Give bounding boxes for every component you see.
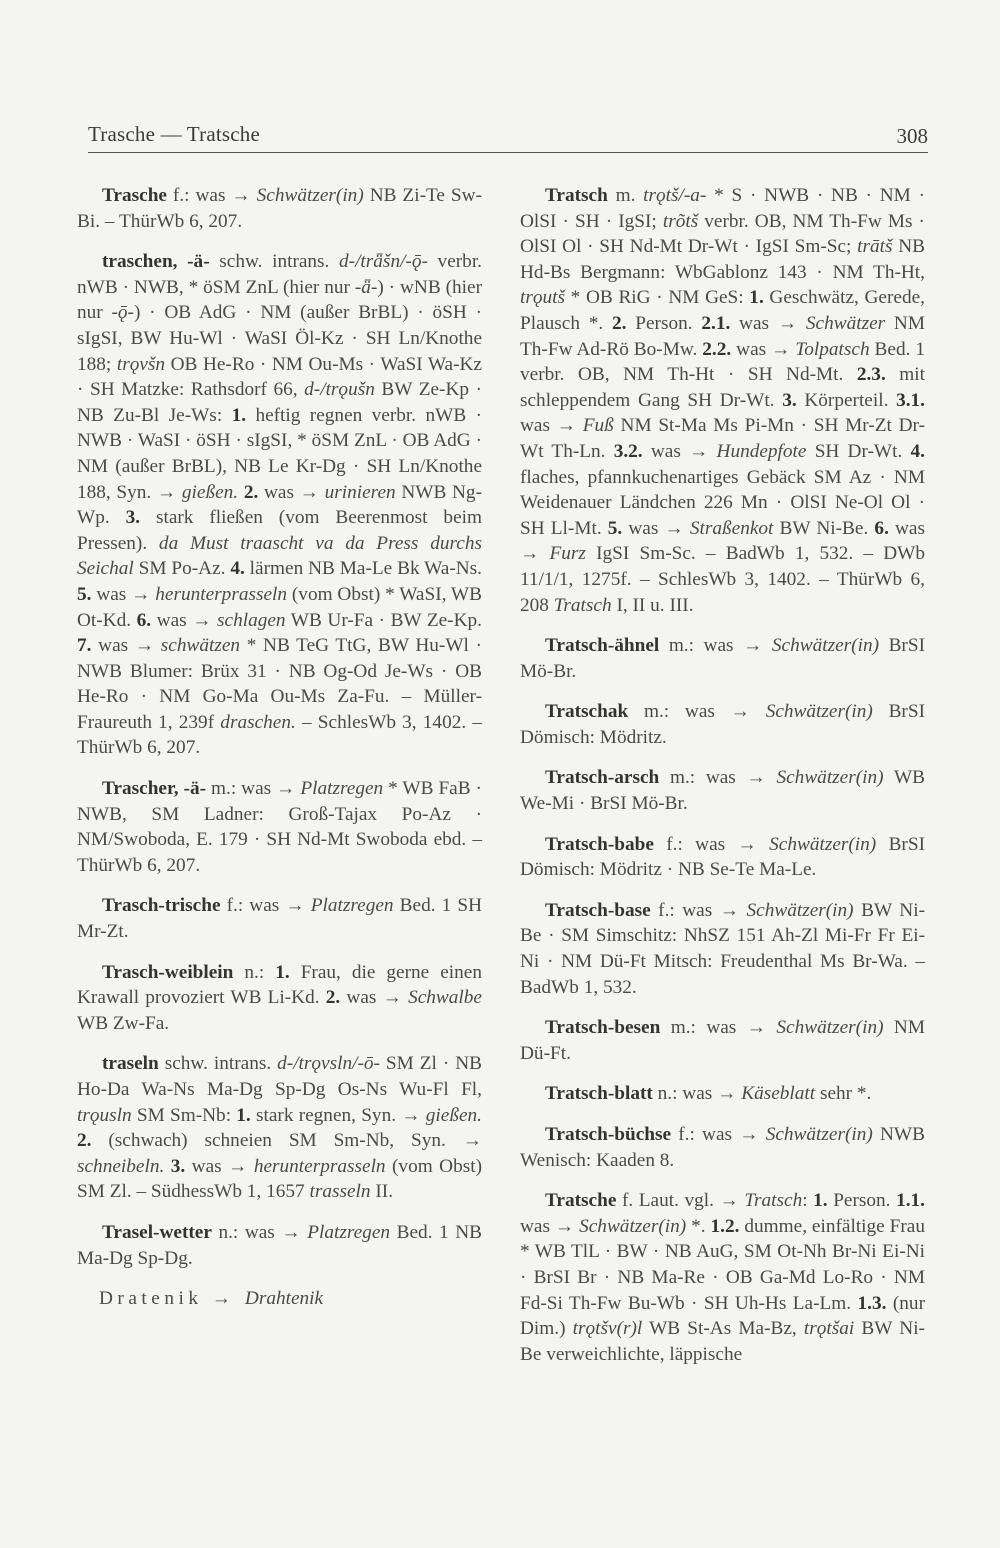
entry-text: BrSI Dömisch: Mödritz. xyxy=(520,701,925,748)
sense-number: 2. xyxy=(612,312,627,334)
sense-number: 2. xyxy=(77,1130,92,1152)
entry-tratsch xyxy=(520,183,925,618)
cross-reference: schneibeln. xyxy=(77,1155,165,1177)
phonetic-form: trǫtšai xyxy=(803,1318,855,1340)
source-form: Tratsch xyxy=(553,594,612,616)
entry-text: was → xyxy=(731,338,796,360)
cross-reference: Schwätzer(in) xyxy=(776,767,884,789)
headword: Tratsch-base xyxy=(545,899,651,921)
headword: Tratsch xyxy=(545,185,608,206)
entry-text: n.: xyxy=(233,961,276,983)
headword: Tratsch-ähnel xyxy=(545,635,660,657)
running-header xyxy=(88,122,928,153)
entry-traschen xyxy=(77,249,482,761)
entry-text: stark fließen (vom Beerenmost beim Pressen). xyxy=(77,507,482,554)
entry-trasche xyxy=(77,183,482,234)
cross-reference: Schwätzer(in) xyxy=(769,833,877,855)
entry-text: dumme, einfältige Frau * WB TlL · BW · NB AuG, SM Ot-Nh Br-Ni Ei-Ni · BrSI Br · NB Ma-Re · OB Ga-Md Lo-Ro · NM Fd-Si Th-Fw Bu-Wb · SH Uh-Hs La-Lm. xyxy=(520,1215,925,1314)
entry-text: m. xyxy=(607,185,644,206)
entry-text: flaches, pfannkuchenartiges Gebäck SM Az · NM Weidenauer Ländchen 226 Mn · OlSI Ne-Ol Ol · SH Ll-Mt. xyxy=(520,466,925,539)
entry-text: ) · wNB (hier nur xyxy=(77,276,482,324)
entry-text: SM Sm-Nb: xyxy=(131,1104,237,1126)
phonetic-form: trǫtšv(r)l xyxy=(572,1318,643,1340)
entry-text: : xyxy=(802,1190,814,1212)
cross-reference: Drahtenik xyxy=(244,1288,324,1310)
cross-reference: Straßenkot xyxy=(689,517,774,539)
entry-text: NWB Wenisch: Kaaden 8. xyxy=(520,1124,925,1171)
entry-text: was → xyxy=(91,583,156,605)
entry-text: f.: was → xyxy=(671,1124,766,1145)
headword: Trasch-weiblein xyxy=(102,961,234,983)
sense-number: 2.1. xyxy=(701,312,731,334)
cross-reference: schlagen xyxy=(217,609,286,631)
entry-text: heftig regnen verbr. nWB · NWB · WaSI · öSH · sIgSI, * öSM ZnL · OB AdG · NM (außer BrBL), NB Le Kr-Dg · SH Ln/Knothe 188, Syn. → xyxy=(77,404,483,503)
entry-text: OB He-Ro · NM Ou-Ms · WaSI Wa-Kz · SH Matzke: Rathsdorf 66, xyxy=(77,353,482,401)
cross-reference: Käseblatt xyxy=(741,1083,816,1105)
entry-text: was → xyxy=(258,481,325,503)
entry-text: m.: was → xyxy=(628,701,766,723)
entry-text: f.: was → xyxy=(650,899,747,921)
entry-text: was → xyxy=(642,440,717,462)
entry-text: Bed. 1 NB Ma-Dg Sp-Dg. xyxy=(77,1221,482,1269)
sense-number: 1.3. xyxy=(857,1292,887,1314)
headword: Tratsch-arsch xyxy=(545,767,660,789)
sense-number: 4. xyxy=(910,440,925,462)
entry-trasch-trische xyxy=(77,893,482,944)
entry-text: NM St-Ma Ms Pi-Mn · SH Mr-Zt Dr-Wt Th-Ln. xyxy=(520,415,925,462)
entry-text: IgSI Sm-Sc. – BadWb 1, 532. – DWb 11/1/1, 1275f. – SchlesWb 3, 1402. – ThürWb 6, 208 xyxy=(520,543,925,616)
entry-text: BrSI Mö-Br. xyxy=(520,635,925,682)
entry-text: BW Ni-Be · SM Simschitz: NhSZ 151 Ah-Zl Mi-Fr Fr Ei-Ni · NM Dü-Ft Mitsch: Freudenthal Ms Br-Wa. – BadWb 1, 532. xyxy=(520,899,925,998)
sense-number: 1. xyxy=(231,404,247,426)
phonetic-form: trǫtš/-a- xyxy=(643,185,707,206)
entry-text: sehr *. xyxy=(815,1083,872,1105)
entry-text: f.: was → xyxy=(166,185,257,206)
entry-text: m.: was → xyxy=(659,767,777,789)
entry-text: f.: was → xyxy=(653,833,770,855)
entry-trasch-weiblein xyxy=(77,960,482,1037)
entry-trasel-wetter xyxy=(77,1220,482,1271)
spaced-headword: Dratenik → xyxy=(99,1288,245,1310)
cross-reference: Fuß xyxy=(582,415,614,437)
cross-reference: Schwätzer(in) xyxy=(746,899,854,921)
entry-text: mit schleppendem Gang SH Dr-Wt. xyxy=(520,364,925,411)
entry-text: was → xyxy=(340,987,409,1009)
phonetic-form: d-/trǫvsln/-ō- xyxy=(277,1053,380,1075)
cross-reference: Hundepfote xyxy=(716,440,807,462)
sense-number: 1. xyxy=(749,287,764,309)
entry-text: NWB Ng-Wp. xyxy=(77,481,482,529)
cross-reference: Schwätzer(in) xyxy=(765,1124,873,1145)
entry-text: f. Laut. vgl. → xyxy=(616,1190,745,1212)
phonetic-form: trǫvšn xyxy=(116,353,166,375)
entry-text: Person. xyxy=(626,312,702,334)
cross-reference: Platzregen xyxy=(307,1221,391,1243)
entry-text: Frau, die gerne einen Krawall provoziert WB Li-Kd. xyxy=(77,961,482,1009)
headword: traschen, -ä- xyxy=(102,251,210,273)
entry-text: NB Zi-Te Sw-Bi. – ThürWb 6, 207. xyxy=(77,185,482,232)
entry-text: Geschwätz, Gerede, Plausch *. xyxy=(520,287,925,334)
sense-number: 6. xyxy=(874,517,889,539)
sense-number: 2.3. xyxy=(856,364,886,386)
entry-text: * S · NWB · NB · NM · OlSI · SH · IgSI; xyxy=(520,185,925,232)
entry-text: f.: was → xyxy=(220,895,311,917)
cross-reference: Schwätzer(in) xyxy=(771,635,880,657)
sense-number: 1. xyxy=(813,1190,828,1212)
entry-text: BW Ni-Be. xyxy=(773,517,875,539)
phonetic-form: -ǟ- xyxy=(354,276,378,298)
source-form: draschen. xyxy=(220,711,296,733)
entry-text: BrSI Dömisch: Mödritz · NB Se-Te Ma-Le. xyxy=(520,833,925,881)
entry-text: *. xyxy=(686,1215,711,1237)
entry-text: m.: was → xyxy=(206,778,301,800)
cross-reference: gießen. xyxy=(425,1104,482,1126)
cross-reference: Schwätzer(in) xyxy=(765,701,873,723)
entry-tratsch-buechse xyxy=(520,1122,925,1173)
entry-text: m.: was → xyxy=(660,1017,777,1039)
entry-text: verbr. OB, NM Th-Fw Ms · OlSI Ol · SH Nd-Mt Dr-Wt · IgSI Sm-Sc; xyxy=(520,210,925,258)
entry-text: was → xyxy=(185,1155,254,1177)
entry-text: Körperteil. xyxy=(796,389,897,411)
entry-text: * WB FaB · NWB, SM Ladner: Groß-Tajax Po-Az · NM/Swoboda, E. 179 · SH Nd-Mt Swoboda ebd. – ThürWb 6, 207. xyxy=(77,778,482,876)
entry-text: NM Dü-Ft. xyxy=(520,1017,925,1064)
entry-text: II. xyxy=(370,1181,394,1203)
entry-text: was → xyxy=(520,415,583,437)
sense-number: 5. xyxy=(77,583,92,605)
entry-text: was → xyxy=(91,635,161,657)
entry-text: Bed. 1 verbr. OB, NM Th-Ht · SH Nd-Mt. xyxy=(520,338,925,386)
sense-number: 1.2. xyxy=(710,1215,740,1237)
headword: Tratsche xyxy=(545,1190,617,1212)
cross-reference: Schwätzer(in) xyxy=(256,185,364,206)
headword: Tratsch-blatt xyxy=(545,1083,653,1105)
entry-tratsche xyxy=(520,1188,925,1367)
entry-text: (schwach) schneien SM Sm-Nb, Syn. → xyxy=(91,1130,482,1152)
entry-text: m.: was → xyxy=(659,635,772,657)
cross-reference: Platzregen xyxy=(310,895,394,917)
entry-text: Bed. 1 SH Mr-Zt. xyxy=(77,895,482,943)
cross-reference: schwätzen xyxy=(160,635,241,657)
example-quote: da Must traascht va da Press durchs Seichal xyxy=(77,532,482,580)
sense-number: 3. xyxy=(170,1155,186,1177)
entry-text: – SchlesWb 3, 1402. – ThürWb 6, 207. xyxy=(77,711,482,759)
entry-text: stark regnen, Syn. → xyxy=(250,1104,426,1126)
sense-number: 2.2. xyxy=(702,338,732,360)
cross-reference: Tratsch xyxy=(744,1190,803,1212)
entry-text: WB We-Mi · BrSI Mö-Br. xyxy=(520,767,925,815)
sense-number: 7. xyxy=(77,635,92,657)
left-column xyxy=(77,183,482,1327)
entry-dratenik-reference xyxy=(77,1286,482,1312)
entry-text: n.: was → xyxy=(211,1221,308,1243)
headword: Tratsch-büchse xyxy=(545,1124,672,1145)
entry-tratsch-arsch xyxy=(520,765,925,816)
entry-text: NM Th-Fw Ad-Rö Bo-Mw. xyxy=(520,312,926,360)
entry-text: ) · OB AdG · NM (außer BrBL) · öSH · sIgSI, BW Hu-Wl · WaSI Öl-Kz · SH Ln/Knothe 188; xyxy=(77,302,482,375)
sense-number: 1.1. xyxy=(896,1190,925,1212)
entry-text: was → xyxy=(622,517,690,539)
headword: Trasche xyxy=(102,185,167,206)
headword: Tratsch-besen xyxy=(545,1017,661,1039)
sense-number: 4. xyxy=(230,558,245,580)
entry-text: SM Po-Az. xyxy=(133,558,231,580)
entry-text: WB Zw-Fa. xyxy=(77,1012,170,1034)
sense-number: 1. xyxy=(236,1104,251,1126)
entry-text: BW Ze-Kp · NB Zu-Bl Je-Ws: xyxy=(77,379,482,426)
sense-number: 2. xyxy=(325,987,341,1009)
sense-number: 3.1. xyxy=(896,389,925,411)
entry-text: schw. intrans. xyxy=(209,251,340,273)
entry-tratsch-blatt xyxy=(520,1081,925,1107)
sense-number: 3. xyxy=(125,507,141,529)
entry-text: * OB RiG · NM GeS: xyxy=(565,287,750,309)
entry-text: lärmen NB Ma-Le Bk Wa-Ns. xyxy=(244,558,482,580)
cross-reference: Platzregen xyxy=(300,778,384,800)
headword: traseln xyxy=(102,1053,159,1075)
entry-trascher xyxy=(77,776,482,878)
entry-text: WB Ur-Fa · BW Ze-Kp. xyxy=(285,609,482,631)
cross-reference: Schwalbe xyxy=(408,987,482,1009)
entry-text: SM Zl · NB Ho-Da Wa-Ns Ma-Dg Sp-Dg Os-Ns Wu-Fl Fl, xyxy=(77,1053,483,1100)
phonetic-form: trǫutš xyxy=(520,287,566,309)
entry-text: was → xyxy=(520,517,925,565)
entry-text: was → xyxy=(520,1215,580,1237)
sense-number: 3.2. xyxy=(613,440,643,462)
cross-reference: urinieren xyxy=(324,481,396,503)
headword: Tratschak xyxy=(545,701,629,723)
cross-reference: Schwätzer xyxy=(805,312,886,334)
page-number: 308 xyxy=(896,124,928,148)
entry-text: n.: was → xyxy=(652,1083,742,1105)
entry-text: * NB TeG TtG, BW Hu-Wl · NWB Blumer: Brüx 31 · NB Og-Od Je-Ws · OB He-Ro · NM Go-Ma Ou-Ms Za-Fu. – Müller-Fraureuth 1, 239f xyxy=(77,635,482,733)
headword: Tratsch-babe xyxy=(545,833,654,855)
source-form: trasseln xyxy=(309,1181,371,1203)
entry-text: I, II u. III. xyxy=(611,594,694,616)
entry-tratsch-babe xyxy=(520,832,925,883)
cross-reference: herunterprasseln xyxy=(253,1155,386,1177)
phonetic-form: d-/trǟšn/-ǭ- xyxy=(339,251,428,273)
phonetic-form: d-/trǫušn xyxy=(304,379,375,401)
entry-tratsch-besen xyxy=(520,1015,925,1066)
entry-text: SH Dr-Wt. xyxy=(806,440,911,462)
entry-tratsch-aehnel xyxy=(520,633,925,684)
entry-tratschak xyxy=(520,699,925,750)
sense-number: 3. xyxy=(782,389,797,411)
entry-text: schw. intrans. xyxy=(158,1053,278,1075)
entry-text: Person. xyxy=(827,1190,897,1212)
entry-traseln xyxy=(77,1051,482,1205)
entry-text: (vom Obst) * WaSI, WB Ot-Kd. xyxy=(77,583,482,631)
entry-text: WB St-As Ma-Bz, xyxy=(642,1318,804,1340)
headword: Trascher, -ä- xyxy=(102,778,207,800)
phonetic-form: trǫusln xyxy=(77,1104,132,1126)
phonetic-form: trõtš xyxy=(662,210,699,232)
phonetic-form: trātš xyxy=(857,236,893,258)
sense-number: 6. xyxy=(136,609,152,631)
cross-reference: Tolpatsch xyxy=(795,338,870,360)
sense-number: 5. xyxy=(607,517,623,539)
cross-reference: Schwätzer(in) xyxy=(579,1215,687,1237)
sense-number: 2. xyxy=(243,481,259,503)
entry-text: BW Ni-Be verweichlichte, läppische xyxy=(520,1318,925,1365)
entry-text: was → xyxy=(151,609,218,631)
cross-reference: Furz xyxy=(549,543,586,565)
entry-text: was → xyxy=(730,312,806,334)
cross-reference: gießen. xyxy=(181,481,239,503)
right-column xyxy=(520,183,925,1382)
entry-text: (vom Obst) SM Zl. – SüdhessWb 1, 1657 xyxy=(77,1155,482,1203)
headword: Trasch-trische xyxy=(102,895,221,917)
running-head-title: Trasche — Tratsche xyxy=(88,122,260,146)
entry-text: NB Hd-Bs Bergmann: WbGablonz 143 · NM Th-Ht, xyxy=(520,236,925,283)
entry-tratsch-base xyxy=(520,898,925,1000)
phonetic-form: -ǭ- xyxy=(111,302,134,324)
entry-text: verbr. nWB · NWB, * öSM ZnL (hier nur xyxy=(77,251,482,298)
headword: Trasel-wetter xyxy=(102,1221,212,1243)
cross-reference: herunterprasseln xyxy=(155,583,288,605)
sense-number: 1. xyxy=(275,961,290,983)
cross-reference: Schwätzer(in) xyxy=(776,1017,884,1039)
entry-text: (nur Dim.) xyxy=(520,1292,925,1340)
